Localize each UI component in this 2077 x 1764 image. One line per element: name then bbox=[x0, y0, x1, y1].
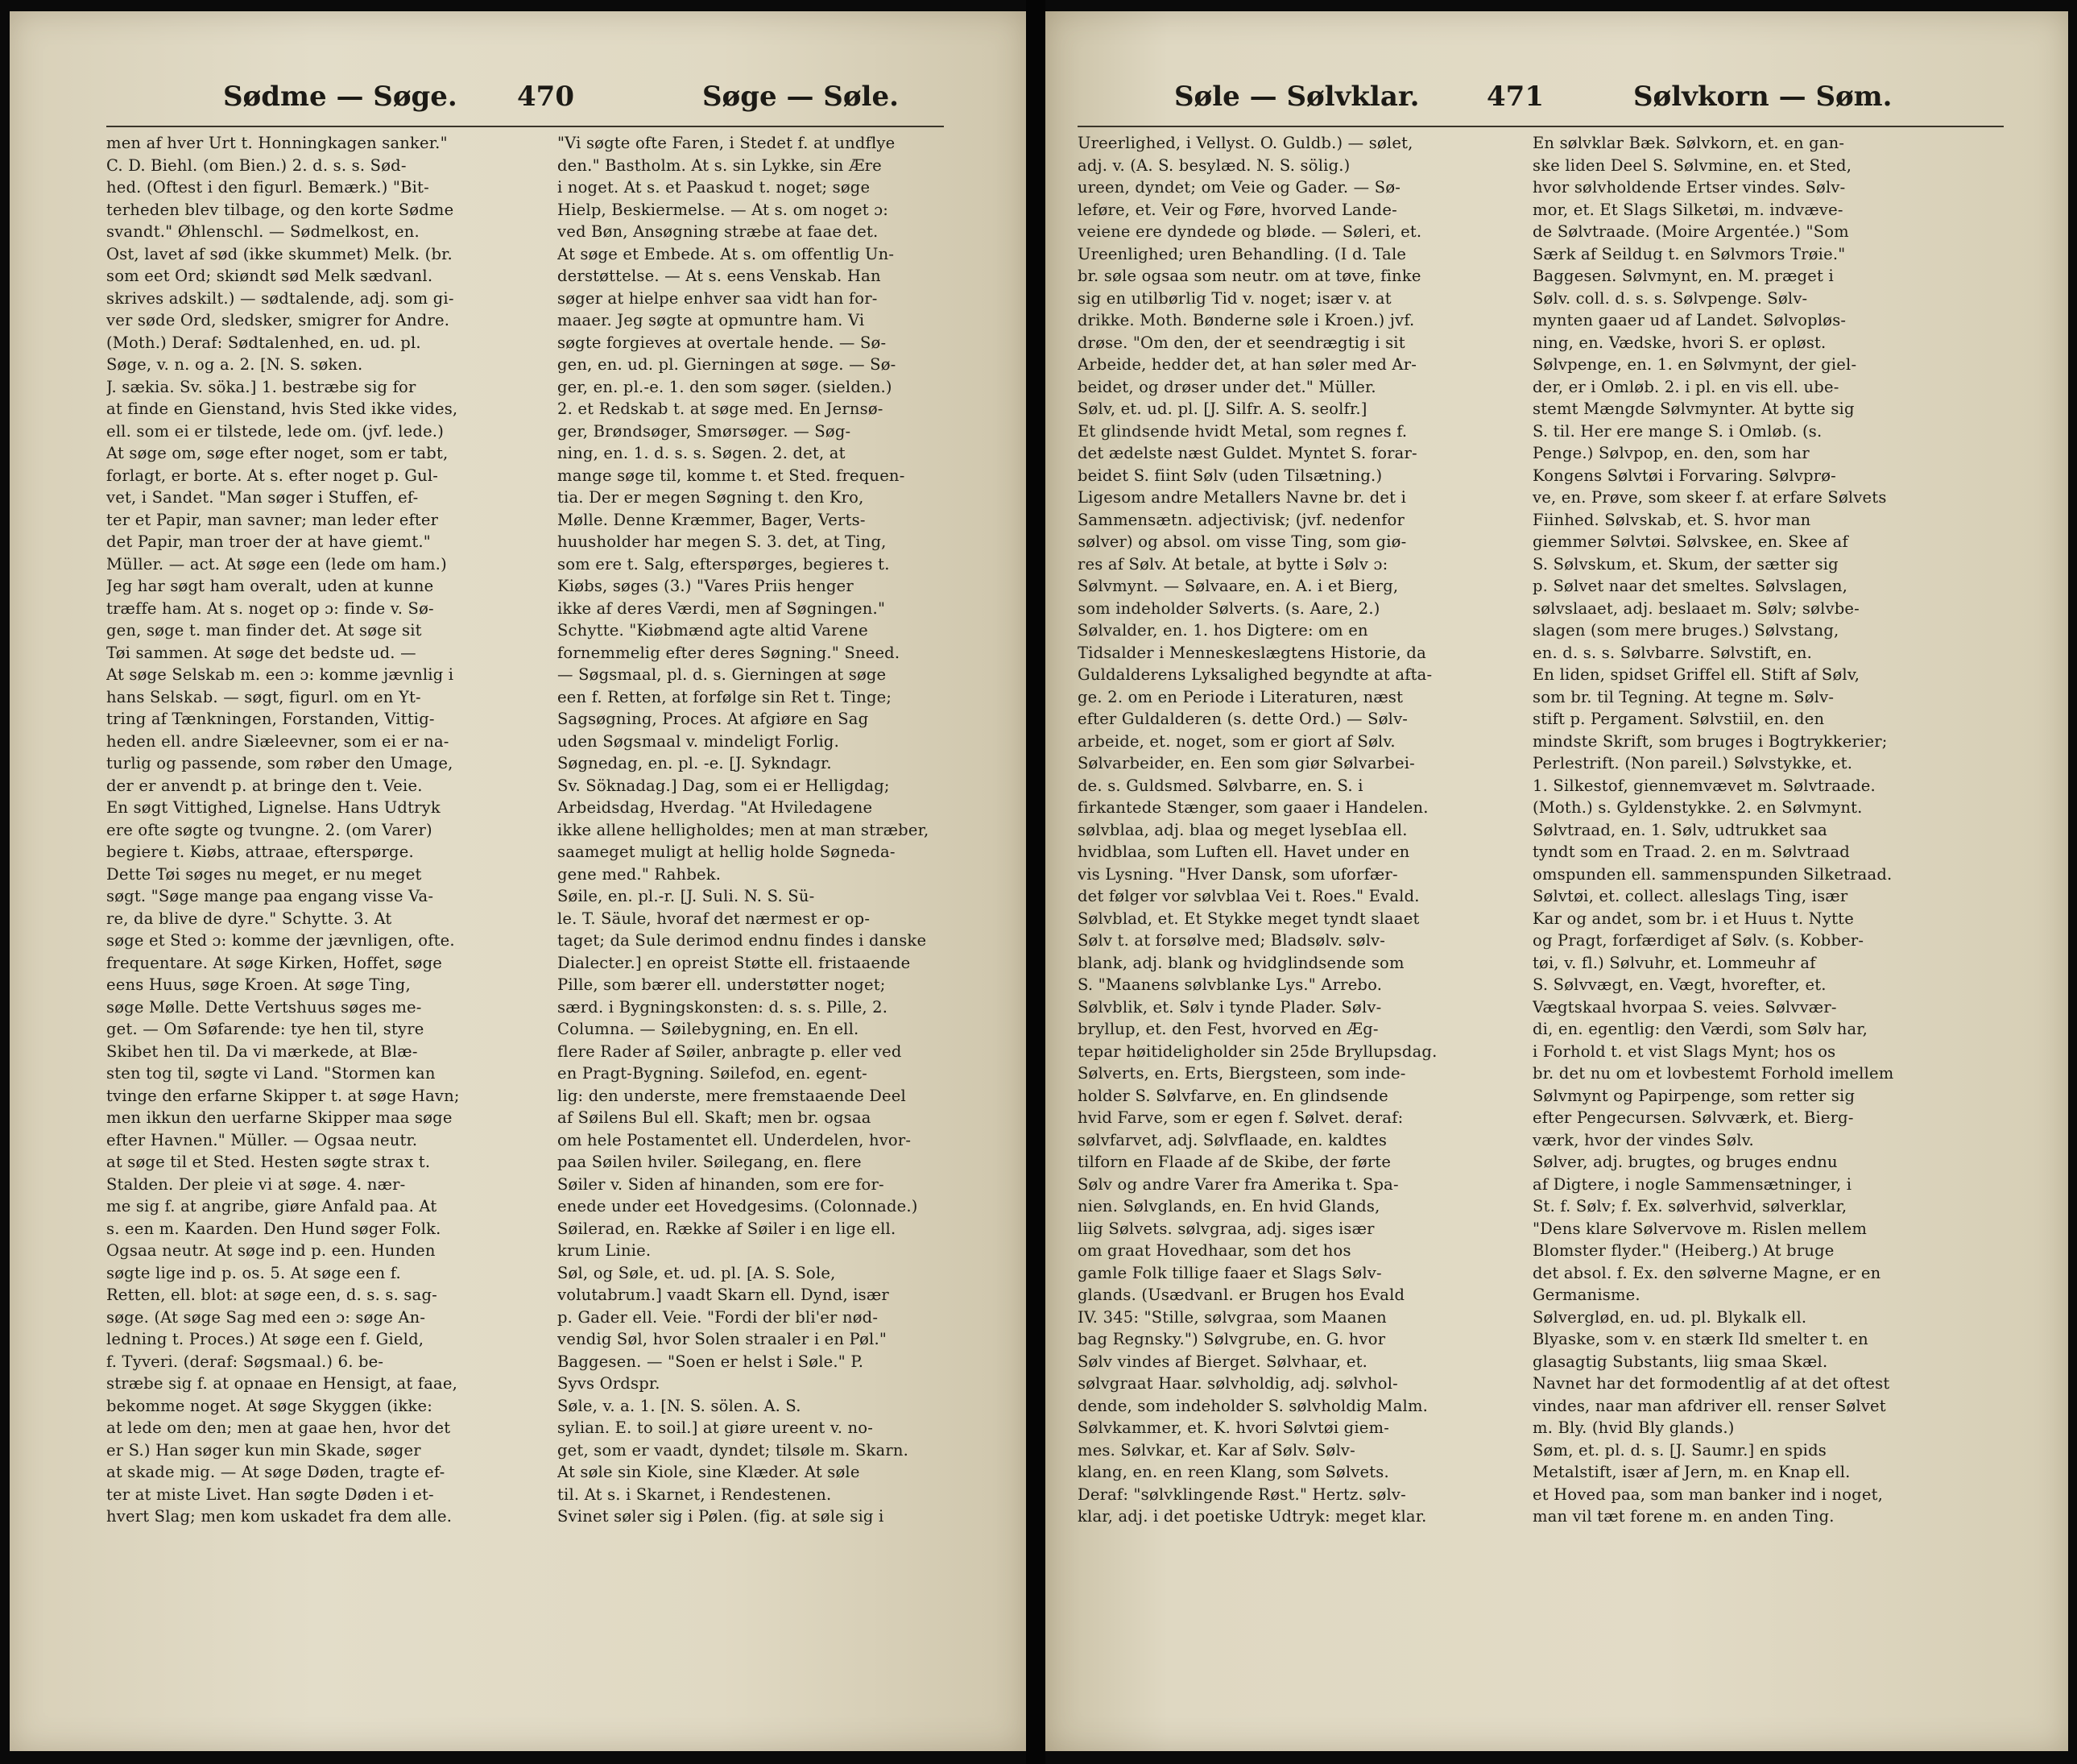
text-line: klang, en. en reen Klang, som Sølvets. bbox=[1078, 1463, 1389, 1481]
text-line: Deraf: "sølvklingende Røst." Hertz. sølv- bbox=[1078, 1484, 1406, 1504]
text-line: ning, en. 1. d. s. s. Søgen. 2. det, at bbox=[557, 444, 846, 462]
text-line: af Digtere, i nogle Sammensætninger, i bbox=[1533, 1174, 1852, 1194]
text-line: Sølv vindes af Bierget. Sølvhaar, et. bbox=[1078, 1352, 1368, 1371]
text-line: Ost, lavet af sød (ikke skummet) Melk. (br. bbox=[106, 244, 453, 263]
text-line: Sølv og andre Varer fra Amerika t. Spa- bbox=[1078, 1174, 1399, 1194]
text-line: sølvfarvet, adj. Sølvflaade, en. kaldtes bbox=[1078, 1130, 1388, 1149]
text-line: tyndt som en Traad. 2. en m. Sølvtraad bbox=[1533, 843, 1850, 861]
text-line: Fiinhed. Sølvskab, et. S. hvor man bbox=[1533, 510, 1811, 529]
text-line: Sølvtraad, en. 1. Sølv, udtrukket saa bbox=[1533, 820, 1827, 839]
text-line: ske liden Deel S. Sølvmine, en. et Sted, bbox=[1533, 155, 1852, 175]
text-line: mindste Skrift, som bruges i Bogtrykkerier; bbox=[1533, 731, 1888, 751]
text-line: Sølv, et. ud. pl. [J. Silfr. A. S. seolfr.] bbox=[1078, 400, 1367, 418]
text-line: forlagt, er borte. At s. efter noget p. Gul- bbox=[106, 466, 439, 485]
text-line: drøse. "Om den, der et seendrægtig i sit bbox=[1078, 333, 1405, 352]
text-line: Baggesen. Sølvmynt, en. M. præget i bbox=[1533, 267, 1834, 285]
text-line: Columna. — Søilebygning, en. En ell. bbox=[557, 1020, 859, 1038]
text-line: En søgt Vittighed, Lignelse. Hans Udtryk bbox=[106, 798, 441, 817]
text-line: Sølvpenge, en. 1. en Sølvmynt, der giel- bbox=[1533, 355, 1857, 374]
text-line: Søile, en. pl.-r. [J. Suli. N. S. Sü- bbox=[557, 887, 815, 905]
text-line: efter Havnen." Müller. — Ogsaa neutr. bbox=[106, 1130, 418, 1149]
text-line: J. sækia. Sv. söka.] 1. bestræbe sig for bbox=[106, 377, 416, 396]
text-line: ge. 2. om en Periode i Literaturen, næst bbox=[1078, 687, 1404, 706]
text-line: arbeide, et. noget, som er giort af Sølv. bbox=[1078, 731, 1396, 751]
text-line: ning, en. Vædske, hvori S. er opløst. bbox=[1533, 333, 1827, 352]
text-line: svandt." Øhlenschl. — Sødmelkost, en. bbox=[106, 222, 420, 241]
text-line: hvidblaa, som Luften ell. Havet under en bbox=[1078, 843, 1410, 861]
text-line: frequentare. At søge Kirken, Hoffet, søge bbox=[106, 953, 443, 972]
text-line: Sølvarbeider, en. Een som giør Sølvarbei- bbox=[1078, 754, 1415, 772]
text-line: at søge til et Sted. Hesten søgte strax t. bbox=[106, 1153, 431, 1171]
text-line: søgte lige ind p. os. 5. At søge een f. bbox=[106, 1263, 401, 1282]
text-line: firkantede Stænger, som gaaer i Handelen. bbox=[1078, 798, 1429, 817]
text-line: søgt. "Søge mange paa engang visse Va- bbox=[106, 887, 434, 905]
text-line: hvid Farve, som er egen f. Sølvet. deraf: bbox=[1078, 1108, 1404, 1127]
text-line: Svinet søler sig i Pølen. (fig. at søle sig i bbox=[557, 1507, 884, 1526]
text-line: dende, som indeholder S. sølvholdig Malm. bbox=[1078, 1396, 1429, 1415]
text-line: den." Bastholm. At s. sin Lykke, sin Ære bbox=[557, 155, 882, 175]
text-line: bag Regnsky.") Sølvgrube, en. G. hvor bbox=[1078, 1330, 1386, 1348]
text-line: holder S. Sølvfarve, en. En glindsende bbox=[1078, 1086, 1388, 1105]
text-line: der er anvendt p. at bringe den t. Veie. bbox=[106, 776, 423, 795]
text-line: Sammensætn. adjectivisk; (jvf. nedenfor bbox=[1078, 510, 1405, 529]
text-line: vendig Søl, hvor Solen straaler i en Pøl." bbox=[557, 1330, 887, 1348]
text-line: søger at hielpe enhver saa vidt han for- bbox=[557, 288, 878, 308]
text-line: Sv. Söknadag.] Dag, som ei er Helligdag; bbox=[557, 776, 890, 795]
text-line: der, er i Omløb. 2. i pl. en vis ell. ube- bbox=[1533, 377, 1839, 396]
text-line: 2. et Redskab t. at søge med. En Jernsø- bbox=[557, 400, 883, 418]
text-line: gene med." Rahbek. bbox=[557, 864, 722, 884]
text-line: Sølvtøi, et. collect. alleslags Ting, især bbox=[1533, 887, 1848, 905]
text-line: Søle, v. a. 1. [N. S. sölen. A. S. bbox=[557, 1396, 801, 1415]
text-line: get. — Om Søfarende: tye hen til, styre bbox=[106, 1020, 424, 1038]
text-line: Søge, v. n. og a. 2. [N. S. søken. bbox=[106, 355, 363, 374]
text-line: Ureenlighed; uren Behandling. (I d. Tale bbox=[1078, 244, 1407, 263]
text-line: at finde en Gienstand, hvis Sted ikke vides, bbox=[106, 400, 458, 418]
text-line: Sølverts, en. Erts, Biergsteen, som inde- bbox=[1078, 1064, 1406, 1083]
text-line: til. At s. i Skarnet, i Rendestenen. bbox=[557, 1484, 832, 1504]
text-line: søge. (At søge Sag med een ɔ: søge An- bbox=[106, 1307, 426, 1327]
text-line: Penge.) Sølvpop, en. den, som har bbox=[1533, 444, 1810, 462]
text-line: ledning t. Proces.) At søge een f. Gield, bbox=[106, 1330, 424, 1348]
text-line: fornemmelig efter deres Søgning." Sneed. bbox=[557, 643, 900, 662]
text-line: veiene ere dyndede og bløde. — Søleri, et. bbox=[1078, 222, 1422, 241]
left-header-left-catchword: Sødme — Søge. bbox=[223, 81, 457, 113]
text-line: hvor sølvholdende Ertser vindes. Sølv- bbox=[1533, 178, 1846, 197]
text-line: Guldalderens Lyksalighed begyndte at afta- bbox=[1078, 665, 1433, 684]
text-line: Sølvkammer, et. K. hvori Sølvtøi giem- bbox=[1078, 1418, 1390, 1437]
text-line: 1. Silkestof, giennemvævet m. Sølvtraade. bbox=[1533, 776, 1876, 795]
text-line: sølvslaaet, adj. beslaaet m. Sølv; sølvbe- bbox=[1533, 598, 1860, 618]
text-line: begiere t. Kiøbs, attraae, efterspørge. bbox=[106, 843, 414, 861]
text-line: som br. til Tegning. At tegne m. Sølv- bbox=[1533, 687, 1835, 706]
text-line: br. det nu om et lovbestemt Forhold imellem bbox=[1533, 1064, 1894, 1083]
text-line: Kongens Sølvtøi i Forvaring. Sølvprø- bbox=[1533, 466, 1836, 485]
text-line: Dette Tøi søges nu meget, er nu meget bbox=[106, 864, 422, 884]
text-line: det ædelste næst Guldet. Myntet S. forar- bbox=[1078, 444, 1417, 462]
text-line: St. f. Sølv; f. Ex. sølverhvid, sølverklar, bbox=[1533, 1197, 1847, 1215]
text-line: efter Pengecursen. Sølvværk, et. Bierg- bbox=[1533, 1108, 1854, 1127]
left-page-column-1 bbox=[106, 132, 513, 1528]
text-line: vindes, naar man afdriver ell. renser Sølvet bbox=[1533, 1396, 1886, 1415]
right-page-header bbox=[1045, 76, 2068, 124]
text-line: S. til. Her ere mange S. i Omløb. (s. bbox=[1533, 421, 1823, 441]
text-line: huusholder har megen S. 3. det, at Ting, bbox=[557, 532, 887, 551]
text-line: Sølverglød, en. ud. pl. Blykalk ell. bbox=[1533, 1307, 1807, 1327]
right-page bbox=[1045, 11, 2068, 1751]
text-line: Sølvalder, en. 1. hos Digtere: om en bbox=[1078, 621, 1368, 640]
text-line: stemt Mængde Sølvmynter. At bytte sig bbox=[1533, 400, 1855, 418]
text-line: hed. (Oftest i den figurl. Bemærk.) "Bit- bbox=[106, 178, 429, 197]
text-line: derstøttelse. — At s. eens Venskab. Han bbox=[557, 267, 881, 285]
text-line: skrives adskilt.) — sødtalende, adj. som gi- bbox=[106, 288, 454, 308]
text-line: og Pragt, forfærdiget af Sølv. (s. Kobber- bbox=[1533, 931, 1864, 950]
text-line: S. Sølvskum, et. Skum, der sætter sig bbox=[1533, 554, 1839, 574]
text-line: vis Lysning. "Hver Dansk, som uforfær- bbox=[1078, 864, 1398, 884]
text-line: Sagsøgning, Proces. At afgiøre en Sag bbox=[557, 710, 869, 728]
text-line: Retten, ell. blot: at søge een, d. s. s. sag- bbox=[106, 1286, 437, 1304]
text-line: hans Selskab. — søgt, figurl. om en Yt- bbox=[106, 687, 421, 706]
text-line: Ureerlighed, i Vellyst. O. Guldb.) — sølet, bbox=[1078, 134, 1413, 152]
left-page-header bbox=[10, 76, 1026, 124]
text-line: det absol. f. Ex. den sølverne Magne, er en bbox=[1533, 1263, 1881, 1282]
right-header-right-catchword: Sølvkorn — Søm. bbox=[1633, 81, 1893, 113]
text-line: søge Mølle. Dette Vertshuus søges me- bbox=[106, 997, 422, 1017]
text-line: Metalstift, især af Jern, m. en Knap ell. bbox=[1533, 1463, 1851, 1481]
text-line: Sølvmynt og Papirpenge, som retter sig bbox=[1533, 1086, 1856, 1105]
text-line: en. d. s. s. Sølvbarre. Sølvstift, en. bbox=[1533, 643, 1813, 662]
text-line: res af Sølv. At betale, at bytte i Sølv ɔ: bbox=[1078, 554, 1388, 574]
text-line: efter Guldalderen (s. dette Ord.) — Sølv- bbox=[1078, 710, 1409, 728]
left-header-right-catchword: Søge — Søle. bbox=[702, 81, 899, 113]
text-line: Sølvblik, et. Sølv i tynde Plader. Sølv- bbox=[1078, 997, 1382, 1017]
text-line: tvinge den erfarne Skipper t. at søge Havn; bbox=[106, 1086, 460, 1105]
text-line: i noget. At s. et Paaskud t. noget; søge bbox=[557, 178, 871, 197]
text-line: mynten gaaer ud af Landet. Sølvopløs- bbox=[1533, 311, 1847, 329]
text-line: Arbeidsdag, Hverdag. "At Hviledagene bbox=[557, 798, 873, 817]
text-line: Vægtskaal hvorpaa S. veies. Sølvvær- bbox=[1533, 997, 1837, 1017]
text-line: Tidsalder i Menneskeslægtens Historie, da bbox=[1078, 643, 1426, 662]
text-line: Søl, og Søle, et. ud. pl. [A. S. Sole, bbox=[557, 1263, 836, 1282]
text-line: mange søge til, komme t. et Sted. frequen- bbox=[557, 466, 905, 485]
text-line: uden Søgsmaal v. mindeligt Forlig. bbox=[557, 731, 839, 751]
text-line: adj. v. (A. S. besylæd. N. S. sölig.) bbox=[1078, 155, 1351, 175]
text-line: det følger vor sølvblaa Vei t. Roes." Evald. bbox=[1078, 887, 1420, 905]
text-line: tilforn en Flaade af de Skibe, der førte bbox=[1078, 1153, 1392, 1171]
text-line: Ligesom andre Metallers Navne br. det i bbox=[1078, 488, 1407, 507]
text-line: sylian. E. to soil.] at giøre ureent v. no- bbox=[557, 1418, 874, 1437]
text-line: maaer. Jeg søgte at opmuntre ham. Vi bbox=[557, 311, 865, 329]
text-line: at lede om den; men at gaae hen, hvor det bbox=[106, 1418, 451, 1437]
book-gutter bbox=[1026, 0, 1045, 1764]
text-line: Müller. — act. At søge een (lede om ham.) bbox=[106, 554, 447, 574]
text-line: giemmer Sølvtøi. Sølvskee, en. Skee af bbox=[1533, 532, 1848, 551]
text-line: (Moth.) Deraf: Sødtalenhed, en. ud. pl. bbox=[106, 333, 421, 352]
text-line: ger, en. pl.-e. 1. den som søger. (sielden.) bbox=[557, 377, 892, 396]
text-line: Blyaske, som v. en stærk Ild smelter t. en bbox=[1533, 1330, 1868, 1348]
text-line: ureen, dyndet; om Veie og Gader. — Sø- bbox=[1078, 178, 1401, 197]
text-line: Sølver, adj. brugtes, og bruges endnu bbox=[1533, 1153, 1838, 1171]
text-line: sølvgraat Haar. sølvholdig, adj. sølvhol- bbox=[1078, 1374, 1398, 1393]
text-line: de. s. Guldsmed. Sølvbarre, en. S. i bbox=[1078, 776, 1363, 795]
text-line: Hielp, Beskiermelse. — At s. om noget ɔ: bbox=[557, 200, 889, 219]
text-line: ter et Papir, man savner; man leder efter bbox=[106, 510, 439, 529]
text-line: S. "Maanens sølvblanke Lys." Arrebo. bbox=[1078, 975, 1383, 994]
text-line: beidet, og drøser under det." Müller. bbox=[1078, 377, 1376, 396]
text-line: Schytte. "Kiøbmænd agte altid Varene bbox=[557, 621, 868, 640]
text-line: bekomme noget. At søge Skyggen (ikke: bbox=[106, 1396, 433, 1415]
text-line: s. een m. Kaarden. Den Hund søger Folk. bbox=[106, 1219, 441, 1238]
text-line: ikke af deres Værdi, men af Søgningen." bbox=[557, 598, 886, 618]
text-line: Arbeide, hedder det, at han søler med Ar- bbox=[1078, 355, 1417, 374]
text-line: stræbe sig f. at opnaae en Hensigt, at faae, bbox=[106, 1374, 458, 1393]
text-line: re, da blive de dyre." Schytte. 3. At bbox=[106, 909, 392, 928]
text-line: (Moth.) s. Gyldenstykke. 2. en Sølvmynt. bbox=[1533, 798, 1863, 817]
text-line: paa Søilen hviler. Søilegang, en. flere bbox=[557, 1153, 862, 1171]
text-line: taget; da Sule derimod endnu findes i danske bbox=[557, 931, 927, 950]
text-line: me sig f. at angribe, giøre Anfald paa. At bbox=[106, 1197, 437, 1215]
text-line: Søm, et. pl. d. s. [J. Saumr.] en spids bbox=[1533, 1440, 1827, 1460]
text-line: At søge om, søge efter noget, som er tabt, bbox=[106, 444, 449, 462]
text-line: Særk af Seildug t. en Sølvmors Trøie." bbox=[1533, 244, 1846, 263]
text-line: — Søgsmaal, pl. d. s. Gierningen at søge bbox=[557, 665, 887, 684]
text-line: søgte forgieves at overtale hende. — Sø- bbox=[557, 333, 887, 352]
text-line: Kar og andet, som br. i et Huus t. Nytte bbox=[1533, 909, 1854, 928]
text-line: særd. i Bygningskonsten: d. s. s. Pille, 2. bbox=[557, 997, 888, 1017]
text-line: S. Sølvvægt, en. Vægt, hvorefter, et. bbox=[1533, 975, 1827, 994]
left-page bbox=[10, 11, 1026, 1751]
text-line: flere Rader af Søiler, anbragte p. eller ved bbox=[557, 1041, 902, 1061]
text-line: bryllup, et. den Fest, hvorved en Æg- bbox=[1078, 1020, 1379, 1038]
text-line: omspunden ell. sammenspunden Silketraad. bbox=[1533, 864, 1893, 884]
text-line: som ere t. Salg, efterspørges, begieres t. bbox=[557, 554, 890, 574]
text-line: Sølv t. at forsølve med; Bladsølv. sølv- bbox=[1078, 931, 1386, 950]
text-line: turlig og passende, som røber den Umage, bbox=[106, 754, 453, 772]
text-line: get, som er vaadt, dyndet; tilsøle m. Skarn. bbox=[557, 1440, 909, 1460]
text-line: søge et Sted ɔ: komme der jævnligen, ofte. bbox=[106, 931, 455, 950]
text-line: m. Bly. (hvid Bly glands.) bbox=[1533, 1418, 1735, 1437]
right-page-number: 471 bbox=[1487, 81, 1544, 113]
text-line: man vil tæt forene m. en anden Ting. bbox=[1533, 1507, 1835, 1526]
text-line: di, en. egentlig: den Værdi, som Sølv har, bbox=[1533, 1020, 1868, 1038]
text-line: glasagtig Substants, liig smaa Skæl. bbox=[1533, 1352, 1828, 1371]
text-line: C. D. Biehl. (om Bien.) 2. d. s. s. Sød- bbox=[106, 155, 407, 175]
text-line: i Forhold t. et vist Slags Mynt; hos os bbox=[1533, 1041, 1836, 1061]
text-line: tøi, v. fl.) Sølvuhr, et. Lommeuhr af bbox=[1533, 953, 1816, 972]
text-line: mor, et. Et Slags Silketøi, m. indvæve- bbox=[1533, 200, 1843, 219]
text-line: blank, adj. blank og hvidglindsende som bbox=[1078, 953, 1405, 972]
text-line: de Sølvtraade. (Moire Argentée.) "Som bbox=[1533, 222, 1849, 241]
text-line: Navnet har det formodentlig af at det oftest bbox=[1533, 1374, 1890, 1393]
text-line: som eet Ord; skiøndt sød Melk sædvanl. bbox=[106, 267, 433, 285]
text-line: heden ell. andre Siæleevner, som ei er na- bbox=[106, 731, 449, 751]
text-line: saameget muligt at hellig holde Søgneda- bbox=[557, 843, 896, 861]
right-page-column-1 bbox=[1078, 132, 1484, 1528]
text-line: At søge et Embede. At s. om offentlig Un- bbox=[557, 244, 895, 263]
text-line: mes. Sølvkar, et. Kar af Sølv. Sølv- bbox=[1078, 1440, 1355, 1460]
text-line: om graat Hovedhaar, som det hos bbox=[1078, 1241, 1351, 1260]
text-line: Sølv. coll. d. s. s. Sølvpenge. Sølv- bbox=[1533, 288, 1808, 308]
right-header-rule bbox=[1078, 126, 2004, 127]
text-line: tia. Der er megen Søgning t. den Kro, bbox=[557, 488, 864, 507]
text-line: eens Huus, søge Kroen. At søge Ting, bbox=[106, 975, 411, 994]
text-line: Tøi sammen. At søge det bedste ud. — bbox=[106, 643, 416, 662]
text-line: tring af Tænkningen, Forstanden, Vittig- bbox=[106, 710, 435, 728]
text-line: træffe ham. At s. noget op ɔ: finde v. Sø- bbox=[106, 598, 434, 618]
left-header-rule bbox=[106, 126, 944, 127]
text-line: lig: den underste, mere fremstaaende Deel bbox=[557, 1086, 906, 1105]
text-line: det Papir, man troer der at have giemt." bbox=[106, 532, 431, 551]
text-line: beidet S. fiint Sølv (uden Tilsætning.) bbox=[1078, 466, 1383, 485]
text-line: Et glindsende hvidt Metal, som regnes f. bbox=[1078, 421, 1408, 441]
text-line: ger, Brøndsøger, Smørsøger. — Søg- bbox=[557, 421, 851, 441]
text-line: ell. som ei er tilstede, lede om. (jvf. lede.) bbox=[106, 421, 445, 441]
text-line: le. T. Säule, hvoraf det nærmest er op- bbox=[557, 909, 871, 928]
text-line: klar, adj. i det poetiske Udtryk: meget klar. bbox=[1078, 1507, 1427, 1526]
text-line: Sølvblad, et. Et Stykke meget tyndt slaaet bbox=[1078, 909, 1420, 928]
text-line: br. søle ogsaa som neutr. om at tøve, finke bbox=[1078, 267, 1421, 285]
right-header-left-catchword: Søle — Sølvklar. bbox=[1174, 81, 1420, 113]
text-line: nien. Sølvglands, en. En hvid Glands, bbox=[1078, 1197, 1380, 1215]
text-line: Stalden. Der pleie vi at søge. 4. nær- bbox=[106, 1174, 406, 1194]
text-line: gen, søge t. man finder det. At søge sit bbox=[106, 621, 422, 640]
text-line: af Søilens Bul ell. Skaft; men br. ogsaa bbox=[557, 1108, 871, 1127]
text-line: En liden, spidset Griffel ell. Stift af Sølv, bbox=[1533, 665, 1860, 684]
text-line: som indeholder Sølverts. (s. Aare, 2.) bbox=[1078, 598, 1380, 618]
text-line: glands. (Usædvanl. er Brugen hos Evald bbox=[1078, 1286, 1405, 1304]
text-line: sig en utilbørlig Tid v. noget; især v. at bbox=[1078, 288, 1392, 308]
text-line: drikke. Moth. Bønderne søle i Kroen.) jvf. bbox=[1078, 311, 1415, 329]
text-line: IV. 345: "Stille, sølvgraa, som Maanen bbox=[1078, 1307, 1387, 1327]
text-line: enede under eet Hovedgesims. (Colonnade.) bbox=[557, 1197, 918, 1215]
text-line: Skibet hen til. Da vi mærkede, at Blæ- bbox=[106, 1041, 418, 1061]
text-line: ikke allene helligholdes; men at man stræber, bbox=[557, 820, 929, 839]
text-line: sølver) og absol. om visse Ting, som giø- bbox=[1078, 532, 1407, 551]
text-line: om hele Postamentet ell. Underdelen, hvor- bbox=[557, 1130, 912, 1149]
text-line: et Hoved paa, som man banker ind i noget, bbox=[1533, 1484, 1884, 1504]
text-line: Ogsaa neutr. At søge ind p. een. Hunden bbox=[106, 1241, 436, 1260]
text-line: Kiøbs, søges (3.) "Vares Priis henger bbox=[557, 577, 854, 595]
text-line: ved Bøn, Ansøgning stræbe at faae det. bbox=[557, 222, 879, 241]
text-line: Søgnedag, en. pl. -e. [J. Sykndagr. bbox=[557, 754, 832, 772]
text-line: p. Sølvet naar det smeltes. Sølvslagen, bbox=[1533, 577, 1848, 595]
text-line: sten tog til, søgte vi Land. "Stormen kan bbox=[106, 1064, 436, 1083]
text-line: ver søde Ord, sledsker, smigrer for Andre. bbox=[106, 311, 450, 329]
text-line: gamle Folk tillige faaer et Slags Sølv- bbox=[1078, 1263, 1382, 1282]
text-line: sølvblaa, adj. blaa og meget lysebIaa ell. bbox=[1078, 820, 1408, 839]
text-line: Søilerad, en. Række af Søiler i en lige ell. bbox=[557, 1219, 896, 1238]
left-page-column-2 bbox=[557, 132, 964, 1528]
text-line: At søle sin Kiole, sine Klæder. At søle bbox=[557, 1463, 860, 1481]
text-line: "Dens klare Sølvervove m. Rislen mellem bbox=[1533, 1219, 1868, 1238]
left-page-number: 470 bbox=[517, 81, 574, 113]
text-line: Sølvmynt. — Sølvaare, en. A. i et Bierg, bbox=[1078, 577, 1399, 595]
text-line: en Pragt-Bygning. Søilefod, en. egent- bbox=[557, 1064, 867, 1083]
text-line: ere ofte søgte og tvungne. 2. (om Varer) bbox=[106, 820, 432, 839]
text-line: Søiler v. Siden af hinanden, som ere for- bbox=[557, 1174, 884, 1194]
text-line: een f. Retten, at forfølge sin Ret t. Tinge; bbox=[557, 687, 892, 706]
right-page-column-2 bbox=[1533, 132, 1939, 1528]
text-line: ter at miste Livet. Han søgte Døden i et- bbox=[106, 1484, 434, 1504]
text-line: men ikkun den uerfarne Skipper maa søge bbox=[106, 1108, 453, 1127]
text-line: Jeg har søgt ham overalt, uden at kunne bbox=[106, 577, 434, 595]
text-line: volutabrum.] vaadt Skarn ell. Dynd, især bbox=[557, 1286, 889, 1304]
text-line: slagen (som mere bruges.) Sølvstang, bbox=[1533, 621, 1839, 640]
text-line: krum Linie. bbox=[557, 1241, 652, 1260]
text-line: Blomster flyder." (Heiberg.) At bruge bbox=[1533, 1241, 1835, 1260]
text-line: Perlestrift. (Non pareil.) Sølvstykke, et. bbox=[1533, 754, 1853, 772]
text-line: Mølle. Denne Kræmmer, Bager, Verts- bbox=[557, 510, 866, 529]
text-line: Germanisme. bbox=[1533, 1286, 1640, 1304]
text-line: ve, en. Prøve, som skeer f. at erfare Sølvets bbox=[1533, 488, 1887, 507]
text-line: vet, i Sandet. "Man søger i Stuffen, ef- bbox=[106, 488, 419, 507]
text-line: at skade mig. — At søge Døden, tragte ef- bbox=[106, 1463, 445, 1481]
text-line: stift p. Pergament. Sølvstiil, en. den bbox=[1533, 710, 1825, 728]
text-line: leføre, et. Veir og Føre, hvorved Lande- bbox=[1078, 200, 1397, 219]
text-line: "Vi søgte ofte Faren, i Stedet f. at undflye bbox=[557, 134, 896, 152]
text-line: hvert Slag; men kom uskadet fra dem alle. bbox=[106, 1507, 453, 1526]
text-line: Dialecter.] en opreist Støtte ell. fristaaende bbox=[557, 953, 911, 972]
text-line: Baggesen. — "Soen er helst i Søle." P. bbox=[557, 1352, 864, 1371]
text-line: gen, en. ud. pl. Gierningen at søge. — Sø- bbox=[557, 355, 896, 374]
text-line: men af hver Urt t. Honningkagen sanker." bbox=[106, 134, 448, 152]
text-line: terheden blev tilbage, og den korte Sødme bbox=[106, 200, 454, 219]
text-line: En sølvklar Bæk. Sølvkorn, et. en gan- bbox=[1533, 134, 1845, 152]
text-line: liig Sølvets. sølvgraa, adj. siges især bbox=[1078, 1219, 1375, 1238]
text-line: f. Tyveri. (deraf: Søgsmaal.) 6. be- bbox=[106, 1352, 384, 1371]
text-line: værk, hvor der vindes Sølv. bbox=[1533, 1130, 1754, 1149]
text-line: Syvs Ordspr. bbox=[557, 1374, 660, 1393]
text-line: At søge Selskab m. een ɔ: komme jævnlig i bbox=[106, 665, 454, 684]
text-line: tepar høitideligholder sin 25de Bryllupsdag. bbox=[1078, 1041, 1438, 1061]
text-line: p. Gader ell. Veie. "Fordi der bli'er nød- bbox=[557, 1307, 879, 1327]
text-line: er S.) Han søger kun min Skade, søger bbox=[106, 1440, 421, 1460]
text-line: Pille, som bærer ell. understøtter noget; bbox=[557, 975, 886, 994]
